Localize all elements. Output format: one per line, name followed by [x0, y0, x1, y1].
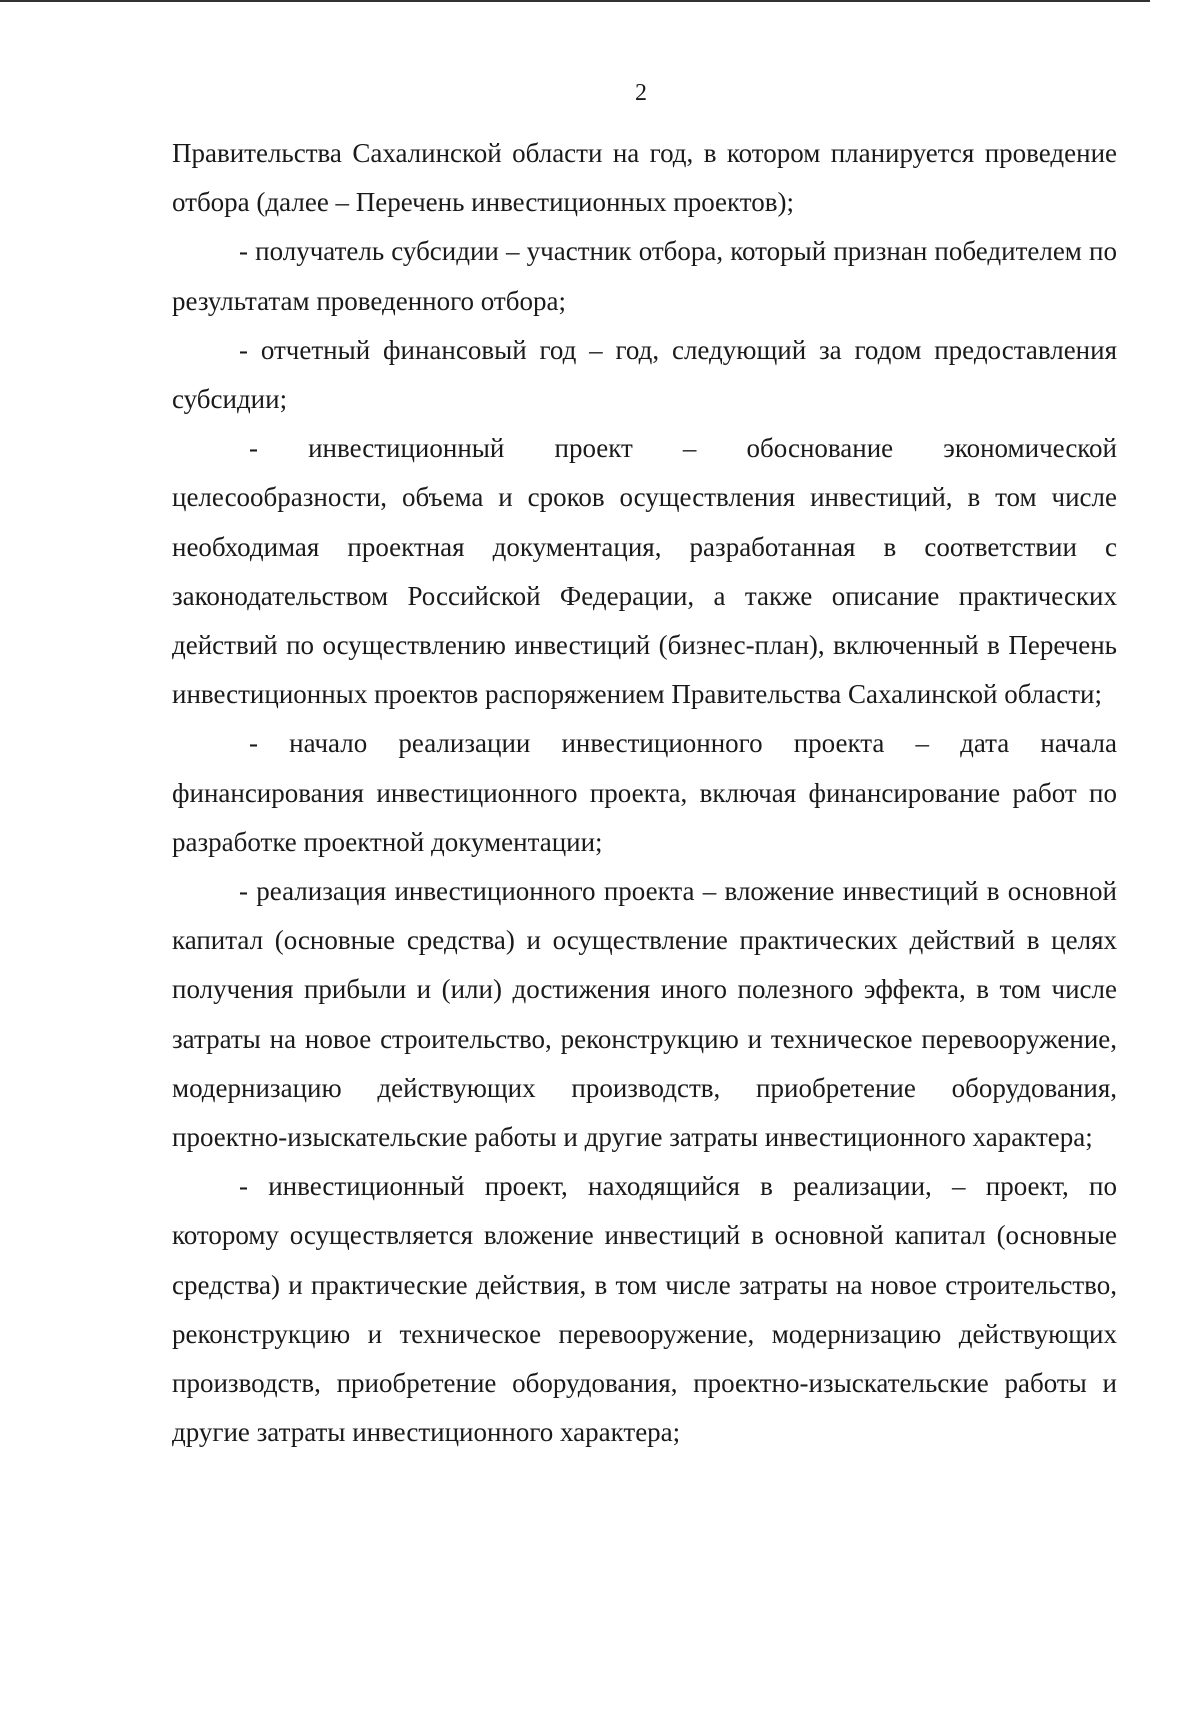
paragraph-investment-project: - инвестиционный проект – обоснование экономической целесообразности, объема и сроков осуществления инвестиций, в том числе необходимая проектная документация, разработанная в соответствии с законодательством Российской Федерации, а также описание практических действий по осуществлению инвестиций (бизнес-план), включенный в Перечень инвестиционных проектов распоряжением Правительства Сахалинской области;: [172, 433, 1117, 710]
top-border-line: [0, 0, 1150, 2]
paragraph-reporting-year: - отчетный финансовый год – год, следующий за годом предоставления субсидии;: [172, 334, 1117, 415]
paragraph-project-start: - начало реализации инвестиционного проекта – дата начала финансирования инвестиционного проекта, включая финансирование работ по разработке проектной документации;: [172, 728, 1117, 857]
document-body: [172, 129, 1117, 1457]
page-number: 2: [635, 80, 647, 106]
paragraph-subsidy-recipient: - получатель субсидии – участник отбора, который признан победителем по результатам проведенного отбора;: [172, 236, 1117, 316]
paragraph-project-in-progress: - инвестиционный проект, находящийся в реализации, – проект, по которому осуществляется вложение инвестиций в основной капитал (основные средства) и практические действия, в том числе затраты на новое строительство, реконструкцию и техническое перевооружение, модернизацию действующих производств, приобретение оборудования, проектно-изыскательские работы и другие затраты инвестиционного характера;: [172, 1171, 1117, 1448]
paragraph-continuation: Правительства Сахалинской области на год, в котором планируется проведение отбора (далее – Перечень инвестиционных проектов);: [172, 138, 1117, 218]
paragraph-project-implementation: - реализация инвестиционного проекта – вложение инвестиций в основной капитал (основные средства) и осуществление практических действий в целях получения прибыли и (или) достижения иного полезного эффекта, в том числе затраты на новое строительство, реконструкцию и техническое перевооружение, модернизацию действующих производств, приобретение оборудования, проектно-изыскательские работы и другие затраты инвестиционного характера;: [172, 876, 1117, 1153]
